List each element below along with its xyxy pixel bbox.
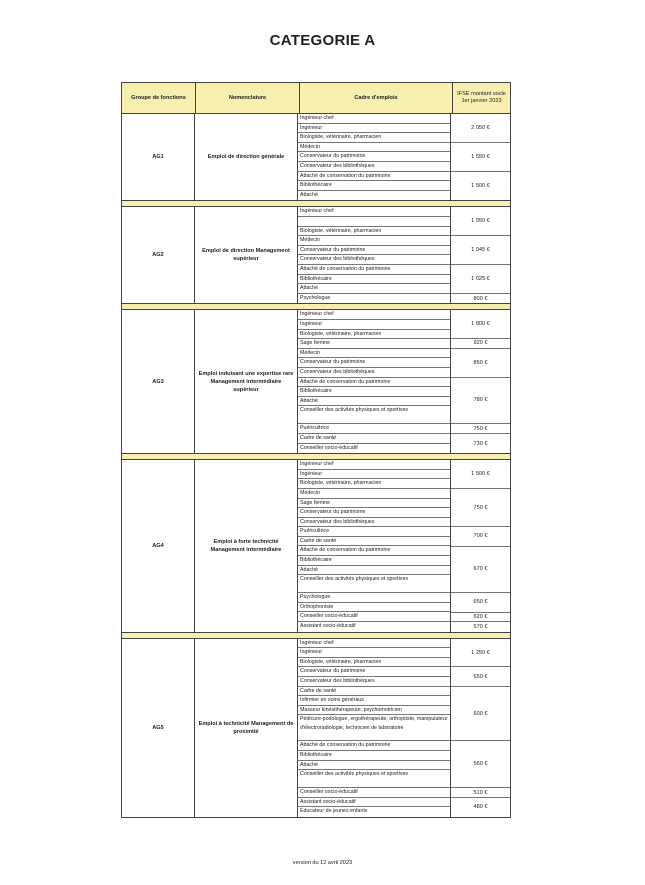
job-row: Conservateur des bibliothèques (298, 255, 450, 265)
group-nomenclature: Emploi induisant une expertise rare Management intermédiaire supérieur (195, 310, 298, 453)
job-row: Attaché de conservation du patrimoine (298, 741, 450, 751)
job-row: Ingénieur (298, 320, 450, 330)
job-row: Bibliothécaire (298, 556, 450, 566)
amount-cell: 2 050 € (451, 114, 510, 143)
job-row: Conservateur des bibliothèques (298, 677, 450, 687)
amount-cell: 780 € (451, 378, 510, 425)
page-title: CATEGORIE A (269, 32, 376, 49)
group-ag4 (122, 460, 510, 632)
job-row: Orthophoniste (298, 603, 450, 613)
group-separator (122, 453, 510, 460)
job-row: Biologiste, vétérinaire, pharmacien (298, 658, 450, 668)
job-row: Pédicure-podologue, ergothérapeute, orthoptiste, manipulateur d'électroradiologie, technicien de laboratoire (298, 715, 450, 741)
job-row: Conservateur des bibliothèques (298, 368, 450, 378)
job-row: Conservateur du patrimoine (298, 152, 450, 162)
job-row: Conservateur des bibliothèques (298, 162, 450, 172)
amount-cell: 1 500 € (471, 182, 490, 189)
amount-cell: 1 045 € (451, 236, 510, 265)
group-separator (122, 632, 510, 639)
job-row: Ingénieur chef (298, 114, 450, 124)
amount-cell: 620 € (451, 613, 510, 623)
job-row: Conservateur du patrimoine (298, 508, 450, 518)
group-code: AG5 (122, 639, 195, 817)
job-row: Ingénieur (298, 648, 450, 658)
job-row: Médecin (298, 349, 450, 359)
group-separator (122, 200, 510, 207)
header-nomenclature: Nomenclature (196, 83, 300, 113)
job-row: Ingénieur chef (298, 207, 450, 217)
job-row: Conseiller socio-éducatif (300, 444, 358, 451)
job-list (298, 207, 451, 303)
amount-cell: 560 € (451, 741, 510, 788)
job-row: Infirmier en soins généraux (298, 696, 450, 706)
group-nomenclature: Emploi à technicité Management de proximité (195, 639, 298, 817)
job-row: Conservateur du patrimoine (298, 246, 450, 256)
job-row: Médecin (298, 236, 450, 246)
group-nomenclature: Emploi de direction Management supérieur (195, 207, 298, 303)
amount-cell: 730 € (473, 440, 488, 447)
job-row: Attaché de conservation du patrimoine (298, 546, 450, 556)
amount-cell: 1 025 € (451, 265, 510, 294)
job-row: Ingénieur (298, 124, 450, 134)
job-row: Ingénieur chef (298, 310, 450, 320)
amount-cell: 650 € (451, 667, 510, 686)
table-body (122, 114, 510, 817)
job-row: Attaché (298, 566, 450, 576)
job-row: Biologiste, vétérinaire, pharmacien (298, 227, 450, 237)
amount-cell: 480 € (473, 804, 488, 811)
job-row: Attaché (298, 284, 450, 294)
job-row: Médecin (298, 143, 450, 153)
group-code: AG1 (122, 114, 195, 200)
job-row: Attaché (298, 761, 450, 771)
group-ag2 (122, 207, 510, 303)
amount-cell: 510 € (451, 788, 510, 798)
amount-cell: 750 € (451, 489, 510, 527)
amount-cell: 600 € (451, 687, 510, 742)
job-row: Attaché (298, 397, 450, 407)
amount-list (451, 460, 510, 632)
job-row: Conseiller socio-éducatif (298, 788, 450, 798)
amount-cell: 920 € (451, 339, 510, 349)
job-row: Conservateur du patrimoine (298, 358, 450, 368)
amount-cell: 850 € (451, 349, 510, 378)
job-row: Conseiller des activités physiques et sportives (298, 575, 450, 593)
job-row: Biologiste, vétérinaire, pharmacien (298, 133, 450, 143)
job-row: Sage femme (298, 499, 450, 509)
job-list (298, 310, 451, 453)
job-row: Attaché de conservation du patrimoine (298, 265, 450, 275)
group-separator (122, 303, 510, 310)
group-code: AG3 (122, 310, 195, 453)
job-row: Bibliothécaire (298, 275, 450, 285)
group-nomenclature: Emploi à forte technicité Management intermédiaire (195, 460, 298, 632)
job-row: Psychologue (298, 593, 450, 603)
job-row: Assistant socio-éducatif (300, 623, 356, 630)
job-row: Conseiller socio-éducatif (298, 612, 450, 622)
amount-cell: 1 550 € (451, 143, 510, 172)
job-row: Bibliothécaire (298, 181, 450, 191)
amount-cell: 670 € (451, 547, 510, 594)
amount-cell: 1 950 € (451, 207, 510, 236)
job-row: Ingénieur (298, 470, 450, 480)
job-row: Sage femme (298, 339, 450, 349)
group-ag5 (122, 639, 510, 817)
job-row: Masseur kinésithérapeute, psychomotricien (298, 706, 450, 716)
job-list (298, 460, 451, 632)
job-row: Assistant socio-éducatif (298, 798, 450, 808)
job-row: Ingénieur chef (298, 639, 450, 649)
job-row: Bibliothécaire (298, 751, 450, 761)
job-row: Puéricultrice (298, 527, 450, 537)
job-row: Ingénieur chef (298, 460, 450, 470)
job-row: Cadre de santé (298, 434, 450, 444)
header-group: Groupe de fonctions (122, 83, 196, 113)
amount-cell: 1 800 € (451, 310, 510, 339)
amount-cell: 800 € (473, 295, 488, 302)
header-amount: IFSE montant socle 1er janvier 2023 (457, 91, 506, 104)
job-row: Puéricultrice (298, 424, 450, 434)
amount-cell: 1 250 € (451, 639, 510, 668)
amount-cell: 570 € (473, 623, 488, 630)
job-row: Conservateur des bibliothèques (298, 518, 450, 528)
group-code: AG4 (122, 460, 195, 632)
table-header (122, 83, 510, 114)
job-row: Conseiller des activités physiques et sportives (298, 770, 450, 788)
job-list (298, 639, 451, 817)
job-row: Conseiller des activités physiques et sportives (298, 406, 450, 424)
job-row: Attaché (300, 191, 318, 198)
amount-cell: 1 500 € (451, 460, 510, 489)
amount-list (451, 310, 510, 453)
ifse-table (121, 82, 511, 818)
amount-list (451, 207, 510, 303)
job-row: Cadre de santé (298, 537, 450, 547)
amount-cell: 650 € (451, 593, 510, 612)
amount-list (451, 114, 510, 200)
version-footer: version du 12 avril 2023 (292, 860, 353, 866)
job-row: Biologiste, vétérinaire, pharmacien (298, 330, 450, 340)
group-ag3 (122, 310, 510, 453)
job-row: Educateur de jeunes enfants (300, 808, 368, 815)
job-row: Cadre de santé (298, 687, 450, 697)
job-row: Attaché de conservation du patrimoine (298, 172, 450, 182)
header-cadre: Cadre d'emplois (300, 83, 453, 113)
job-row: Bibliothécaire (298, 387, 450, 397)
job-row: Biologiste, vétérinaire, pharmacien (298, 479, 450, 489)
job-row (298, 217, 450, 227)
job-row: Médecin (298, 489, 450, 499)
amount-list (451, 639, 510, 817)
group-code: AG2 (122, 207, 195, 303)
job-row: Psychologue (300, 294, 331, 301)
job-row: Conservateur du patrimoine (298, 667, 450, 677)
amount-cell: 700 € (451, 527, 510, 546)
job-row: Attaché de conservation du patrimoine (298, 378, 450, 388)
group-nomenclature: Emploi de direction générale (195, 114, 298, 200)
job-list (298, 114, 451, 200)
group-ag1 (122, 114, 510, 200)
amount-cell: 750 € (451, 424, 510, 434)
